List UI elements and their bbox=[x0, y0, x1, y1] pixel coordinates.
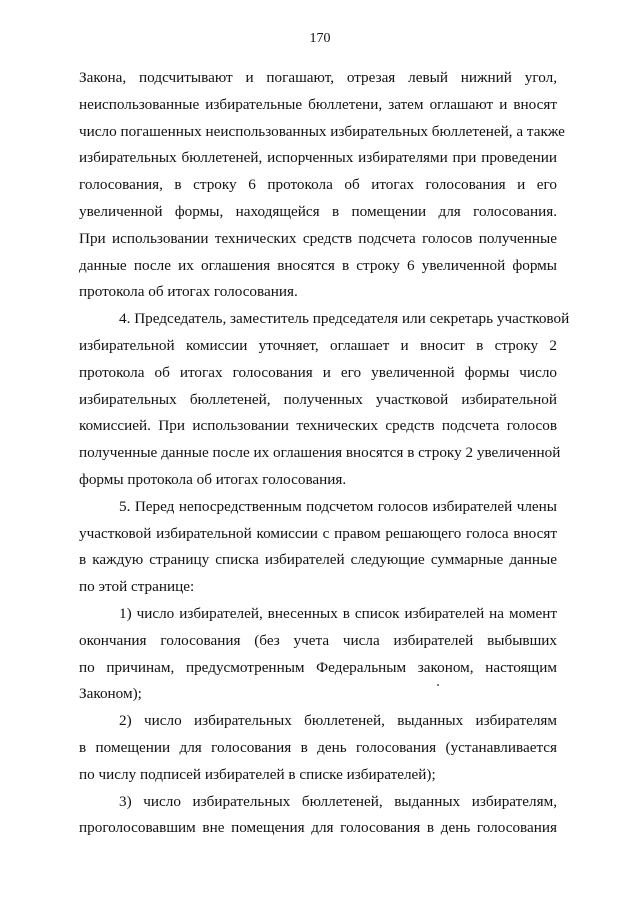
text-line: окончания голосования (без учета числа избирателей выбывших bbox=[79, 631, 557, 649]
page-number: 170 bbox=[309, 31, 331, 46]
paragraph-subitem-3 bbox=[79, 789, 557, 843]
text-line: При использовании технических средств подсчета голосов полученные bbox=[79, 229, 557, 247]
text-line: избирательных бюллетеней, полученных участковой избирательной bbox=[79, 390, 557, 408]
text-line: 1) число избирателей, внесенных в список избирателей на момент bbox=[119, 604, 557, 622]
text-line: 2) число избирательных бюллетеней, выданных избирателям bbox=[119, 712, 557, 730]
text-line: полученные данные после их оглашения вносятся в строку 2 увеличенной bbox=[79, 444, 561, 462]
text-line: избирательной комиссии уточняет, оглашает и вносит в строку 2 bbox=[79, 336, 557, 354]
paragraph-subitem-1 bbox=[79, 601, 557, 708]
paragraph-subitem-2 bbox=[79, 708, 557, 788]
text-line: число погашенных неиспользованных избирательных бюллетеней, а также bbox=[79, 122, 565, 140]
text-line: данные после их оглашения вносятся в строку 6 увеличенной формы bbox=[79, 256, 557, 274]
text-line: по причинам, предусмотренным Федеральным законом, настоящим bbox=[79, 658, 557, 676]
text-line: по этой странице: bbox=[79, 578, 195, 596]
text-line: в помещении для голосования в день голосования (устанавливается bbox=[79, 738, 557, 756]
scan-speck bbox=[437, 684, 439, 686]
paragraph-item-5 bbox=[79, 494, 557, 601]
paragraph-continuation bbox=[79, 65, 565, 306]
text-line: протокола об итогах голосования. bbox=[79, 283, 298, 301]
text-line: Законом); bbox=[79, 685, 142, 703]
text-line: избирательных бюллетеней, испорченных избирателями при проведении bbox=[79, 149, 557, 167]
text-line: протокола об итогах голосования и его увеличенной формы число bbox=[79, 363, 557, 381]
text-line: комиссией. При использовании технических средств подсчета голосов bbox=[79, 417, 557, 435]
text-line: формы протокола об итогах голосования. bbox=[79, 470, 347, 488]
text-line: 4. Председатель, заместитель председателя или секретарь участковой bbox=[119, 310, 570, 328]
text-line: увеличенной формы, находящейся в помещении для голосования. bbox=[79, 202, 557, 220]
paragraph-item-4 bbox=[79, 306, 570, 494]
text-line: неиспользованные избирательные бюллетени, затем оглашают и вносят bbox=[79, 95, 557, 113]
text-line: в каждую страницу списка избирателей следующие суммарные данные bbox=[79, 551, 557, 569]
text-line: по числу подписей избирателей в списке избирателей); bbox=[79, 765, 436, 783]
text-line: проголосовавшим вне помещения для голосования в день голосования bbox=[79, 819, 557, 837]
text-line: голосования, в строку 6 протокола об итогах голосования и его bbox=[79, 176, 557, 194]
text-line: 5. Перед непосредственным подсчетом голосов избирателей члены bbox=[119, 497, 557, 515]
body-text bbox=[79, 65, 570, 842]
text-line: участковой избирательной комиссии с правом решающего голоса вносят bbox=[79, 524, 557, 542]
text-line: 3) число избирательных бюллетеней, выданных избирателям, bbox=[119, 792, 557, 810]
text-line: Закона, подсчитывают и погашают, отрезая левый нижний угол, bbox=[79, 69, 557, 86]
